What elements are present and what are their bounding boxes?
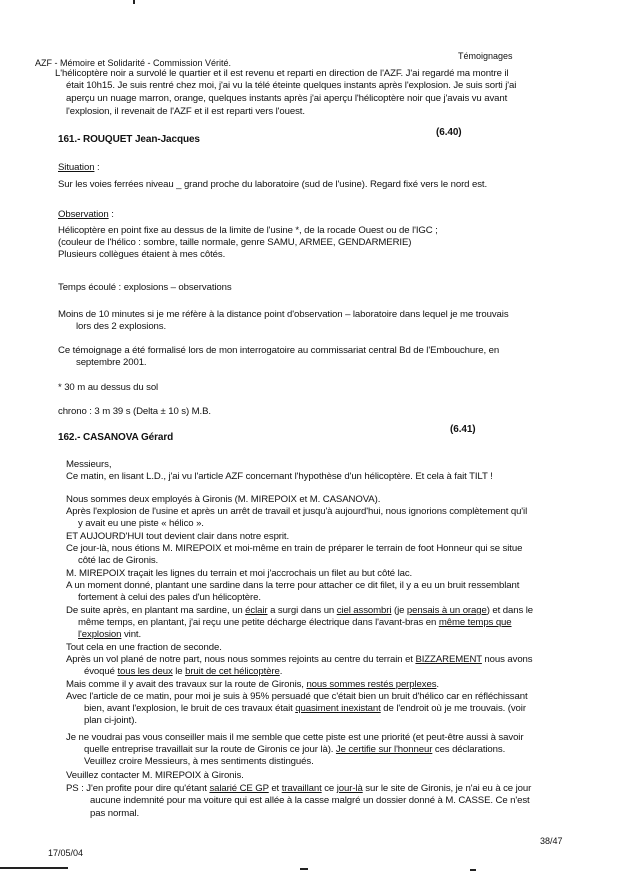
observation-line: Hélicoptère en point fixe au dessus de la limite de l'usine *, de la rocade Ouest ou de l'IGC ;	[58, 225, 438, 236]
letter-line: ET AUJOURD'HUI tout devient clair dans notre esprit.	[66, 531, 290, 542]
elapsed-time-text: Moins de 10 minutes si je me réfère à la distance point d'observation – laboratoire dans lequel je me trouvais	[58, 309, 509, 320]
intro-line: l'explosion, il revenait de l'AZF et il est reparti vers l'ouest.	[66, 106, 305, 117]
scan-artifact-bottom	[0, 867, 68, 869]
letter-line: évoqué tous les deux le bruit de cet hélicoptère.	[84, 666, 283, 677]
letter-line: Tout cela en une fraction de seconde.	[66, 642, 222, 653]
letter-line: fortement à celui des pales d'un hélicoptère.	[78, 592, 261, 603]
intro-line: L'hélicoptère noir a survolé le quartier et il est revenu et reparti en direction de l'AZF. J'ai regardé ma montre il	[55, 68, 509, 79]
letter-line: Ce matin, en lisant L.D., j'ai vu l'article AZF concernant l'hypothèse d'un hélicoptère. Et cela à fait TILT !	[66, 471, 493, 482]
intro-line: était 10h15. Je suis rentré chez moi, j'ai vu la télé éteinte quelques instants après l'explosion. Je suis sorti j'ai	[66, 80, 517, 91]
testimony-161-ref: (6.40)	[436, 127, 462, 138]
letter-line: Je ne voudrai pas vous conseiller mais il me semble que cette piste est une priorité (et peut-être aussi à savoir	[66, 732, 524, 743]
letter-line: côté lac de Gironis.	[78, 555, 159, 566]
elapsed-time-text: lors des 2 explosions.	[76, 321, 167, 332]
letter-line: De suite après, en plantant ma sardine, un éclair a surgi dans un ciel assombri (je pensais à un orage) et dans le	[66, 605, 533, 616]
letter-line: PS : J'en profite pour dire qu'étant salarié CE GP et travaillant ce jour-là sur le site de Gironis, je n'ai eu à ce jour	[66, 783, 532, 794]
scan-artifact-top	[133, 0, 135, 4]
letter-line: y avait eu une piste « hélico ».	[78, 518, 204, 529]
testimony-formalized: septembre 2001.	[76, 357, 147, 368]
scan-artifact-bottom	[300, 868, 308, 870]
header-organization: AZF - Mémoire et Solidarité - Commission Vérité.	[35, 58, 232, 68]
letter-line: Veuillez contacter M. MIREPOIX à Gironis.	[66, 770, 244, 781]
letter-line: M. MIREPOIX traçait les lignes du terrain et moi j'accrochais un filet au but côté lac.	[66, 568, 413, 579]
footer-date: 17/05/04	[48, 848, 84, 858]
testimony-162-title: 162.- CASANOVA Gérard	[58, 432, 174, 443]
letter-line: Ce jour-là, nous étions M. MIREPOIX et moi-même en train de préparer le terrain de foot Honneur qui se situe	[66, 543, 523, 554]
header-section: Témoignages	[458, 51, 513, 61]
intro-line: aperçu un nuage marron, orange, quelques instants après j'ai aperçu l'hélicoptère noir que j'avais vu avant	[66, 93, 508, 104]
situation-heading: Situation :	[58, 162, 100, 173]
observation-line: Plusieurs collègues étaient à mes côtés.	[58, 249, 226, 260]
letter-line: Après un vol plané de notre part, nous nous sommes rejoints au centre du terrain et BIZZAREMENT nous avons	[66, 654, 533, 665]
footer-page-number: 38/47	[540, 836, 563, 846]
observation-line: (couleur de l'hélico : sombre, taille normale, genre SAMU, ARMEE, GENDARMERIE)	[58, 237, 412, 248]
letter-line: A un moment donné, plantant une sardine dans la terre pour attacher ce dit filet, il y a eu un bruit ressemblant	[66, 580, 520, 591]
letter-line: Après l'explosion de l'usine et après un arrêt de travail et jusqu'à aujourd'hui, nous ignorions complètement qu'il	[66, 506, 528, 517]
letter-line: Nous sommes deux employés à Gironis (M. MIREPOIX et M. CASANOVA).	[66, 494, 381, 505]
letter-line: Veuillez croire Messieurs, à mes sentiments distingués.	[84, 756, 314, 767]
altitude-note: * 30 m au dessus du sol	[58, 382, 159, 393]
scan-artifact-bottom	[470, 869, 476, 871]
situation-text: Sur les voies ferrées niveau _ grand proche du laboratoire (sud de l'usine). Regard fixé vers le nord est.	[58, 179, 488, 190]
letter-line: bien, avant l'explosion, le bruit de ces travaux était quasiment inexistant de l'endroit où je me trouvais. (voir	[84, 703, 526, 714]
letter-line: quelle entreprise travaillait sur la route de Gironis ce jour là). Je certifie sur l'honneur ces déclarations.	[84, 744, 506, 755]
letter-line: pas normal.	[90, 808, 140, 819]
observation-heading: Observation :	[58, 209, 114, 220]
letter-line: l'explosion vint.	[78, 629, 142, 640]
letter-line: même temps, en plantant, j'ai reçu une petite décharge électrique dans l'avant-bras en même temps que	[78, 617, 512, 628]
testimony-162-ref: (6.41)	[450, 424, 476, 435]
letter-line: aucune indemnité pour ma voiture qui est allée à la casse malgré un dossier donné à M. CASSE. Ce n'est	[90, 795, 530, 806]
testimony-formalized: Ce témoignage a été formalisé lors de mon interrogatoire au commissariat central Bd de l'Embouchure, en	[58, 345, 500, 356]
letter-line: Mais comme il y avait des travaux sur la route de Gironis, nous sommes restés perplexes.	[66, 679, 439, 690]
elapsed-time-heading: Temps écoulé : explosions – observations	[58, 282, 232, 293]
letter-line: Messieurs,	[66, 459, 112, 470]
testimony-161-title: 161.- ROUQUET Jean-Jacques	[58, 134, 200, 145]
letter-line: plan ci-joint).	[84, 715, 137, 726]
letter-line: Avec l'article de ce matin, pour moi je suis à 95% persuadé que c'était bien un bruit d'hélico car en réfléchissant	[66, 691, 528, 702]
chrono-note: chrono : 3 m 39 s (Delta ± 10 s) M.B.	[58, 406, 211, 417]
